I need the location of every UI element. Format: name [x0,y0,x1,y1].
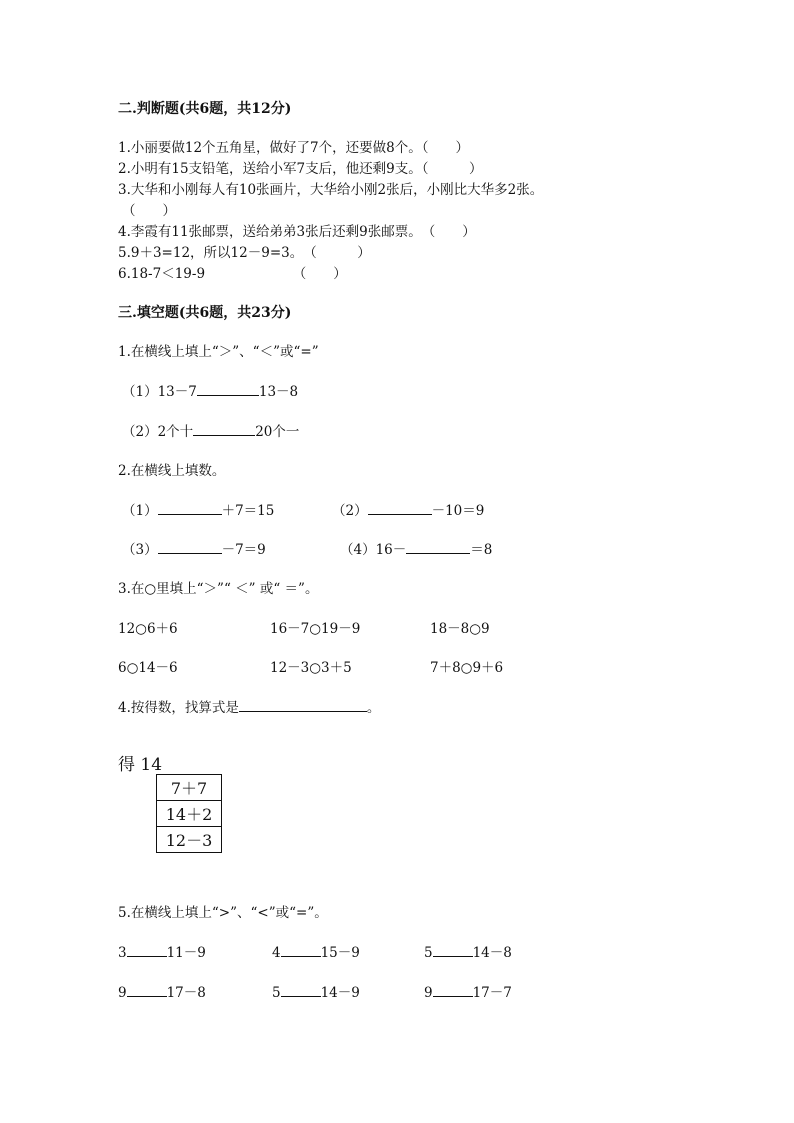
answer-blank[interactable] [197,394,259,396]
answer-blank[interactable] [239,710,367,712]
q3-item: 12○6＋6 [118,621,178,637]
q5-item [424,941,512,961]
q3-item: 6○14－6 [118,660,178,676]
q3-item: 7＋8○9＋6 [430,660,504,676]
q4-option[interactable]: 7＋7 [157,775,222,801]
q3-stem: 3.在○里填上“＞”“ ＜” 或“ ＝”。 [118,581,319,597]
q2-1-label: （1） [122,503,158,519]
section-title-fill: 三.填空题(共6题，共23分) [118,305,292,321]
q5-left: 3 [118,945,127,961]
q2-3-label: （3） [122,542,158,558]
q5-right: 17－7 [472,985,512,1001]
q2-4-expr: ＝8 [470,542,493,558]
q5-left: 5 [272,985,281,1001]
q2-item-1 [122,499,274,519]
q5-right: 17－8 [166,985,206,1001]
q1-b-left: （2）2个十 [122,424,194,440]
q4-option[interactable]: 12－3 [157,827,222,853]
q4-stem-text: 4.按得数，找算式是 [118,700,239,716]
q5-right: 14－8 [472,945,512,961]
answer-blank[interactable] [433,995,473,997]
q1-item-a [122,380,298,400]
q2-1-expr: ＋7＝15 [221,503,275,519]
q5-item [118,981,206,1001]
q1-stem: 1.在横线上填上“＞”、“＜”或“=” [118,344,319,360]
judgement-item-1: 1.小丽要做12个五角星，做好了7个，还要做8个。（ ） [118,140,469,156]
answer-blank[interactable] [127,995,167,997]
q2-2-label: （2） [332,503,368,519]
q1-a-right: 13－8 [258,384,299,400]
q4-options-table [156,774,222,853]
q2-item-2 [332,499,484,519]
judgement-item-4: 4.李霞有11张邮票，送给弟弟3张后还剩9张邮票。 （ ） [118,224,476,240]
q3-item: 18－8○9 [430,621,490,637]
answer-blank[interactable] [368,513,432,515]
answer-blank[interactable] [281,955,321,957]
q5-item [424,981,512,1001]
q4-stem [118,696,380,716]
answer-blank[interactable] [281,995,321,997]
q2-item-4 [340,538,492,558]
answer-blank[interactable] [193,434,255,436]
q2-2-expr: －10＝9 [431,503,485,519]
q5-item [272,941,360,961]
q2-stem: 2.在横线上填数。 [118,463,226,479]
q2-item-3 [122,538,266,558]
q5-stem: 5.在横线上填上“>”、“<”或“=”。 [118,905,328,921]
answer-blank[interactable] [406,552,470,554]
q5-item [272,981,360,1001]
answer-blank[interactable] [433,955,473,957]
q5-item [118,941,206,961]
q1-a-left: （1）13－7 [122,384,197,400]
judgement-item-5: 5.9＋3=12，所以12－9=3。 （ ） [118,245,371,261]
answer-blank[interactable] [127,955,167,957]
q5-left: 5 [424,945,433,961]
q5-right: 11－9 [166,945,206,961]
q4-target: 得 14 [118,755,163,775]
q2-4-label: （4）16－ [340,542,407,558]
q3-item: 16－7○19－9 [270,621,361,637]
q2-3-expr: －7＝9 [221,542,266,558]
judgement-item-6: 6.18-7＜19-9 （ ） [118,266,347,282]
judgement-item-3-bracket: （ ） [122,203,176,219]
section-title-judgement: 二.判断题(共6题，共12分) [118,101,292,117]
answer-blank[interactable] [158,513,222,515]
q3-item: 12－3○3＋5 [270,660,352,676]
answer-blank[interactable] [158,552,222,554]
judgement-item-2: 2.小明有15支铅笔，送给小军7支后，他还剩9支。（ ） [118,161,483,177]
q1-b-right: 20个一 [255,424,300,440]
q1-item-b [122,420,299,440]
q5-right: 14－9 [320,985,360,1001]
q5-left: 9 [424,985,433,1001]
q4-stem-end: 。 [366,700,381,716]
q5-right: 15－9 [320,945,360,961]
judgement-item-3: 3.大华和小刚每人有10张画片，大华给小刚2张后，小刚比大华多2张。 [118,182,544,198]
q5-left: 4 [272,945,281,961]
q5-left: 9 [118,985,127,1001]
q4-option[interactable]: 14＋2 [157,801,222,827]
